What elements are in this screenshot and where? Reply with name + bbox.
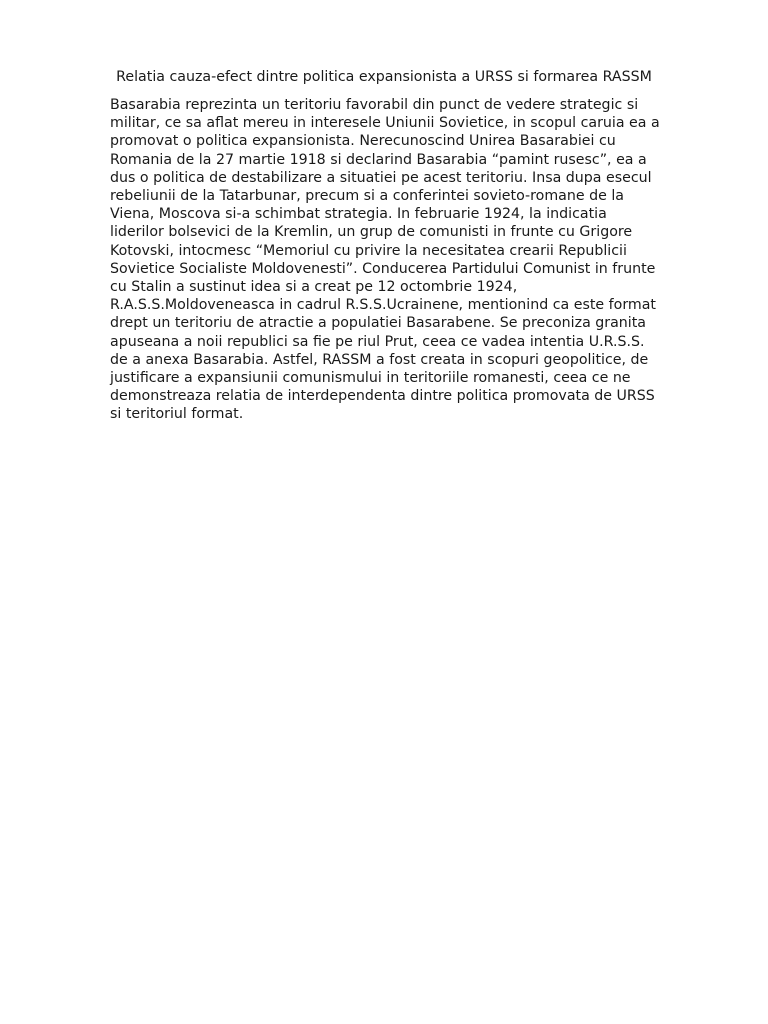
body-line: dus o politica de destabilizare a situatiei pe acest teritoriu. Insa dupa esecul — [110, 169, 652, 186]
body-line: promovat o politica expansionista. Nerecunoscind Unirea Basarabiei cu — [110, 133, 616, 150]
body-line: apuseana a noii republici sa fie pe riul Prut, ceea ce vadea intentia U.R.S.S. — [110, 333, 645, 350]
document-title: Relatia cauza-efect dintre politica expansionista a URSS si formarea RASSM — [116, 69, 652, 85]
body-line: demonstreaza relatia de interdependenta dintre politica promovata de URSS — [110, 388, 655, 405]
body-line: R.A.S.S.Moldoveneasca in cadrul R.S.S.Ucrainene, mentionind ca este format — [110, 297, 656, 314]
body-line: de a anexa Basarabia. Astfel, RASSM a fost creata in scopuri geopolitice, de — [110, 351, 649, 368]
body-line: justificare a expansiunii comunismului in teritoriile romanesti, ceea ce ne — [110, 370, 631, 387]
body-line: militar, ce sa aflat mereu in interesele Uniunii Sovietice, in scopul caruia ea a — [110, 115, 660, 132]
body-line: si teritoriul format. — [110, 406, 244, 423]
body-line: liderilor bolsevici de la Kremlin, un grup de comunisti in frunte cu Grigore — [110, 224, 633, 241]
body-line: Basarabia reprezinta un teritoriu favorabil din punct de vedere strategic si — [110, 97, 639, 113]
body-line: Sovietice Socialiste Moldovenesti”. Conducerea Partidului Comunist in frunte — [110, 260, 656, 277]
body-line: Viena, Moscova si-a schimbat strategia. In februarie 1924, la indicatia — [110, 206, 607, 223]
body-line: Kotovski, intocmesc “Memoriul cu privire la necesitatea crearii Republicii — [110, 242, 627, 259]
document-body — [110, 96, 720, 424]
body-line: rebeliunii de la Tatarbunar, precum si a conferintei sovieto-romane de la — [110, 188, 624, 205]
body-line: drept un teritoriu de atractie a populatiei Basarabene. Se preconiza granita — [110, 315, 646, 332]
body-line: Romania de la 27 martie 1918 si declarind Basarabia “pamint rusesc”, ea a — [110, 151, 647, 168]
body-line: cu Stalin a sustinut idea si a creat pe 12 octombrie 1924, — [110, 279, 518, 296]
